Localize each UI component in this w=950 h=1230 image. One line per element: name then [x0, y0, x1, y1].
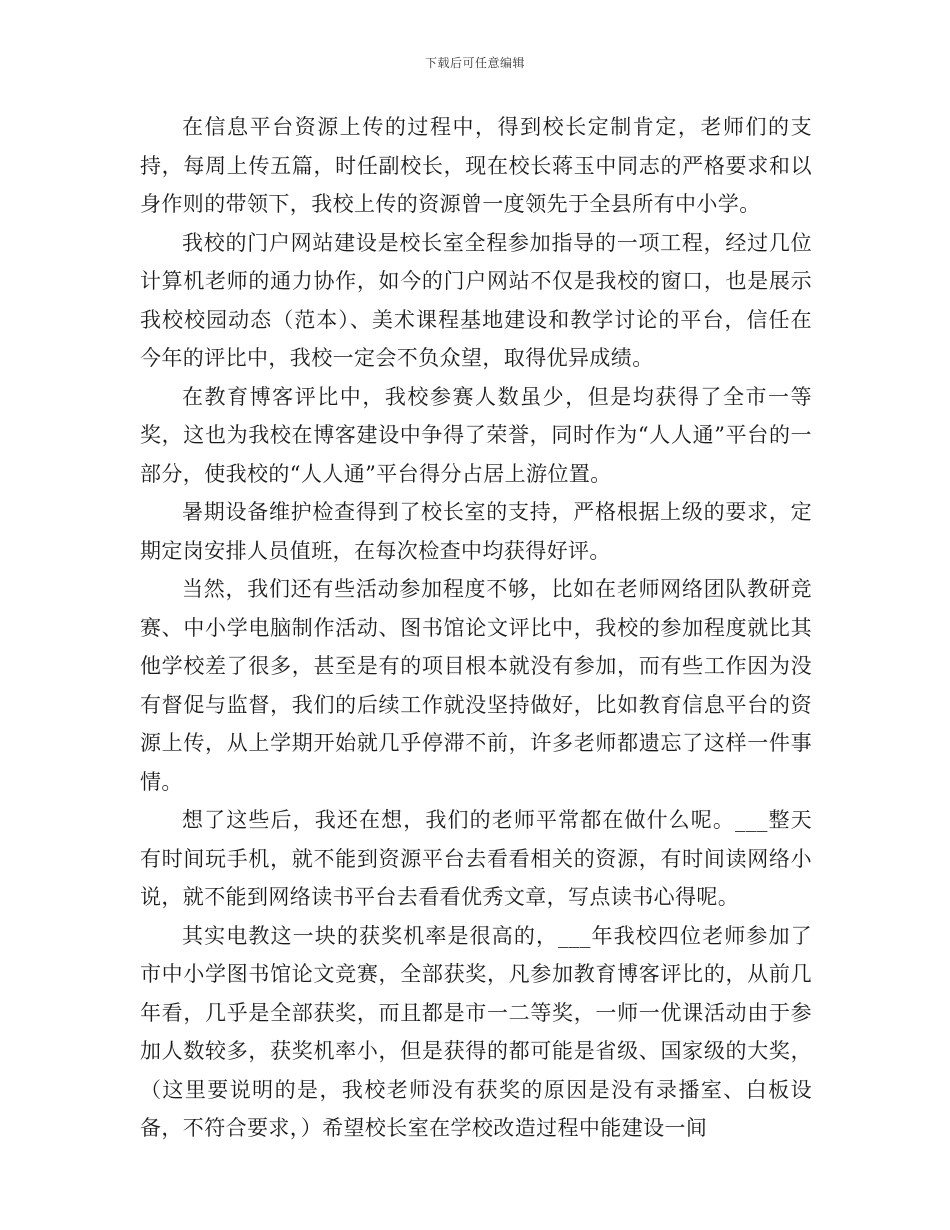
paragraph: 在教育博客评比中，我校参赛人数虽少，但是均获得了全市一等奖，这也为我校在博客建设中争得了荣誉，同时作为“人人通”平台的一部分，使我校的“人人通”平台得分占居上游位置。 [140, 384, 812, 486]
paragraph: 想了这些后，我还在想，我们的老师平常都在做什么呢。___整天有时间玩手机，就不能到资源平台去看看相关的资源，有时间读网络小说，就不能到网络读书平台去看看优秀文章，写点读书心得呢。 [140, 808, 812, 909]
paragraph: 我校的门户网站建设是校长室全程参加指导的一项工程，经过几位计算机老师的通力协作，如今的门户网站不仅是我校的窗口，也是展示我校校园动态（范本）、美术课程基地建设和教学讨论的平台，信任在今年的评比中，我校一定会不负众望，取得优异成绩。 [140, 230, 812, 370]
header-note: 下载后可任意编辑 [424, 56, 525, 70]
document-body [140, 108, 812, 1148]
paragraph: 其实电教这一块的获奖机率是很高的，___年我校四位老师参加了市中小学图书馆论文竞赛，全部获奖，凡参加教育博客评比的，从前几年看，几乎是全部获奖，而且都是市一二等奖，一师一优课活动由于参加人数较多，获奖机率小，但是获得的都可能是省级、国家级的大奖，（这里要说明的是，我校老师没有获奖的原因是没有录播室、白板设备，不符合要求，）希望校长室在学校改造过程中能建设一间 [140, 923, 812, 1140]
paragraph: 在信息平台资源上传的过程中，得到校长定制肯定，老师们的支持，每周上传五篇，时任副校长，现在校长蒋玉中同志的严格要求和以身作则的带领下，我校上传的资源曾一度领先于全县所有中小学。 [140, 115, 812, 216]
paragraph: 暑期设备维护检查得到了校长室的支持，严格根据上级的要求，定期定岗安排人员值班，在每次检查中均获得好评。 [140, 500, 812, 563]
paragraph: 当然，我们还有些活动参加程度不够，比如在老师网络团队教研竞赛、中小学电脑制作活动、图书馆论文评比中，我校的参加程度就比其他学校差了很多，甚至是有的项目根本就没有参加，而有些工作因为没有督促与监督，我们的后续工作就没坚持做好，比如教育信息平台的资源上传，从上学期开始就几乎停滞不前，许多老师都遗忘了这样一件事情。 [140, 577, 812, 794]
